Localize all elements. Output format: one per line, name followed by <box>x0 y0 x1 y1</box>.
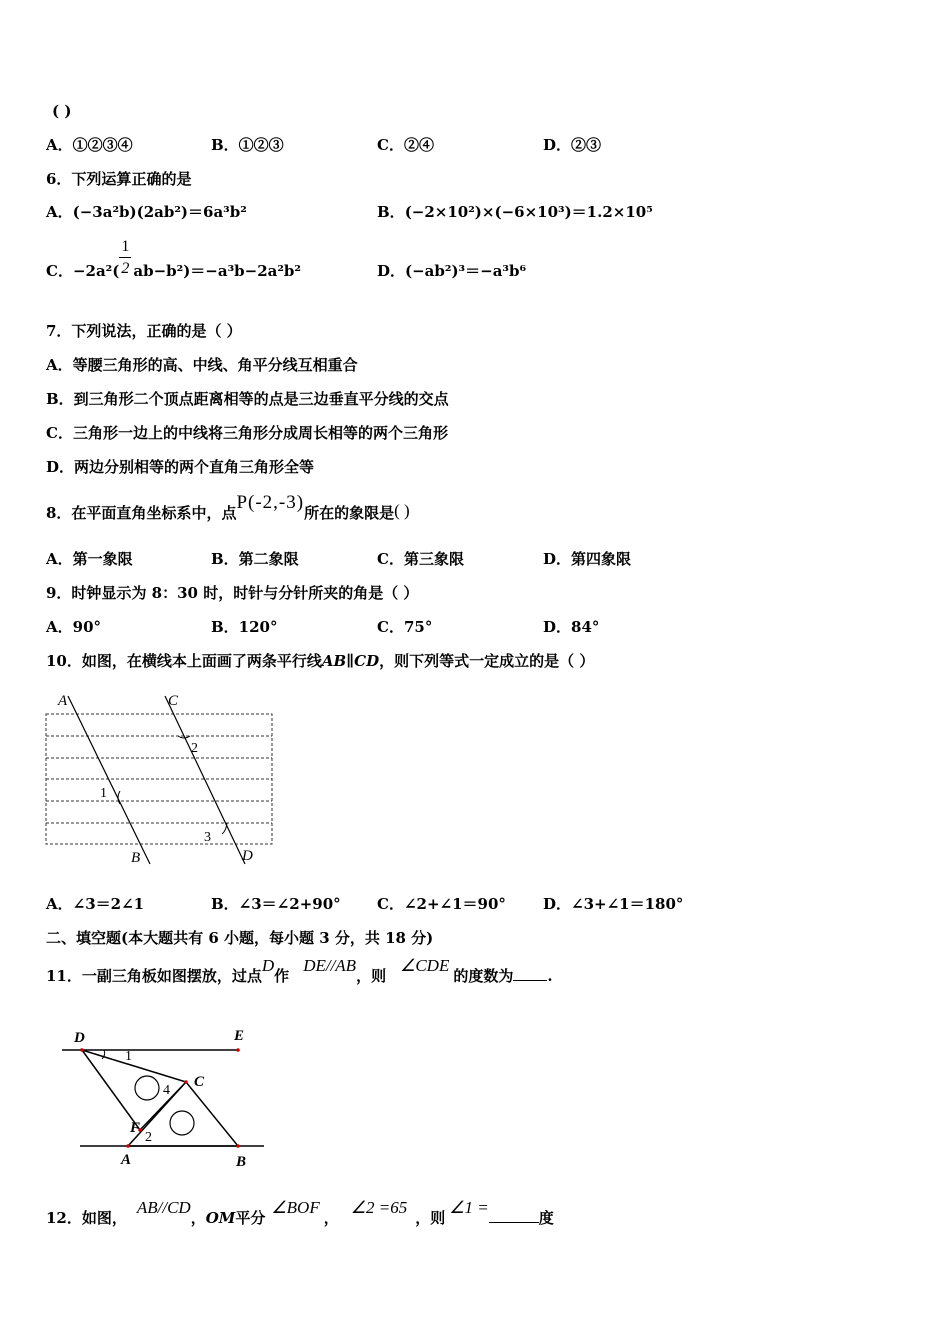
q9-option-c[interactable]: C．75° <box>377 618 433 636</box>
label-a: A <box>58 693 68 709</box>
q10-option-d[interactable]: D．∠3+∠1＝180° <box>543 895 684 913</box>
q6-option-c[interactable] <box>46 238 301 281</box>
label-f: F <box>130 1120 141 1136</box>
q12-s2: 平分 <box>235 1209 266 1227</box>
q11-math-d: D <box>261 956 275 975</box>
triangle-hole-2 <box>170 1111 194 1135</box>
q11-figure <box>60 1024 270 1174</box>
q10-option-c[interactable]: C．∠2+∠1＝90° <box>377 895 506 913</box>
label-angle-1: 1 <box>125 1049 132 1064</box>
angle-3-arc <box>222 823 227 834</box>
q12-math-bof: ∠BOF <box>271 1198 320 1217</box>
label-d: D <box>242 848 253 864</box>
q6-option-d[interactable] <box>377 261 526 281</box>
angle-1-arc <box>102 1050 105 1059</box>
q12-s1: ， <box>190 1209 206 1227</box>
q8-stem <box>46 492 410 523</box>
q12-answer-blank[interactable] <box>489 1222 539 1223</box>
q6-option-a-label: A． <box>46 203 73 221</box>
label-c: C <box>168 693 179 709</box>
line-ab <box>68 696 150 864</box>
q5-paren: ( ) <box>52 102 72 120</box>
q12-s4: ，则 <box>415 1209 446 1227</box>
label-angle-2: 2 <box>191 741 198 756</box>
q6-stem: 6．下列运算正确的是 <box>46 170 192 188</box>
q6-option-b-text: (−2×10²)×(−6×10³)＝1.2×10⁵ <box>404 203 653 221</box>
triangle-hole-1 <box>135 1076 159 1100</box>
q8-stem-pre: 8．在平面直角坐标系中，点 <box>46 504 237 522</box>
label-b: B <box>131 850 141 866</box>
q10-stem-post: ，则下列等式一定成立的是（ ） <box>379 652 595 670</box>
label-a: A <box>121 1152 132 1168</box>
q11-stem <box>46 956 553 986</box>
q12-s3: ， <box>323 1209 339 1227</box>
q11-stem-pre: 11．一副三角板如图摆放，过点 <box>46 967 262 985</box>
label-e: E <box>234 1028 245 1044</box>
label-angle-4: 4 <box>163 1083 170 1098</box>
q5-option-a[interactable]: A．①②③④ <box>46 136 133 154</box>
q9-stem: 9．时钟显示为 8：30 时，时针与分针所夹的角是（ ） <box>46 584 419 602</box>
q7-option-b[interactable]: B．到三角形二个顶点距离相等的点是三边垂直平分线的交点 <box>46 390 449 408</box>
q8-point: P(-2,-3) <box>236 492 305 513</box>
q7-option-d[interactable]: D．两边分别相等的两个直角三角形全等 <box>46 458 315 476</box>
vertex-dots <box>80 1048 240 1148</box>
q6-option-d-text: (−ab²)³＝−a³b⁶ <box>405 262 527 280</box>
q10-stem <box>46 651 594 671</box>
q6-option-c-fraction <box>119 238 133 281</box>
label-angle-1: 1 <box>100 786 107 801</box>
ruled-lines <box>46 714 272 844</box>
q11-s1: 作 <box>274 967 290 985</box>
q8-stem-post: 所在的象限是 <box>304 504 395 522</box>
fraction-numerator: 1 <box>121 238 130 255</box>
q10-option-a[interactable]: A．∠3＝2∠1 <box>46 895 145 913</box>
q6-option-a[interactable] <box>46 202 247 222</box>
q11-s2: ，则 <box>356 967 387 985</box>
label-c: C <box>194 1074 205 1090</box>
triangle-dfc <box>82 1050 186 1130</box>
q6-option-c-pre: −2a²( <box>72 262 120 280</box>
q11-math-cde: ∠CDE <box>400 956 450 975</box>
q8-option-b[interactable]: B．第二象限 <box>211 550 299 568</box>
q6-option-c-label: C． <box>46 262 73 280</box>
q5-option-c[interactable]: C．②④ <box>377 136 434 154</box>
q12-om: OM <box>205 1209 236 1227</box>
q8-option-a[interactable]: A．第一象限 <box>46 550 133 568</box>
q10-stem-pre: 10．如图，在横线本上面画了两条平行线 <box>46 652 322 670</box>
q7-stem: 7．下列说法，正确的是（ ） <box>46 322 242 340</box>
q6-option-c-post: ab−b²)＝−a³b−2a²b² <box>133 262 301 280</box>
label-d: D <box>74 1030 85 1046</box>
q12-stem <box>46 1198 554 1228</box>
q12-end: 度 <box>538 1209 554 1227</box>
fraction-denominator: 2 <box>121 260 130 277</box>
q12-math-angle2: ∠2 =65 <box>350 1198 408 1217</box>
q12-math-ab-cd: AB//CD <box>136 1198 191 1217</box>
q11-end: . <box>547 967 553 985</box>
q6-option-d-label: D． <box>377 262 406 280</box>
label-b: B <box>236 1154 247 1170</box>
q10-stem-math: AB∥CD <box>321 652 380 670</box>
q9-option-a[interactable]: A．90° <box>46 618 102 636</box>
q8-option-c[interactable]: C．第三象限 <box>377 550 464 568</box>
q6-option-b[interactable] <box>377 202 653 222</box>
q5-option-b[interactable]: B．①②③ <box>211 136 284 154</box>
q11-answer-blank[interactable] <box>513 980 547 981</box>
q6-option-b-label: B． <box>377 203 405 221</box>
q12-stem-pre: 12．如图， <box>46 1209 127 1227</box>
q8-paren: ( ) <box>394 501 410 520</box>
label-angle-2: 2 <box>145 1130 152 1145</box>
q8-option-d[interactable]: D．第四象限 <box>543 550 632 568</box>
label-angle-3: 3 <box>204 830 211 845</box>
q6-option-a-text: (−3a²b)(2ab²)＝6a³b² <box>72 203 247 221</box>
q10-option-b[interactable]: B．∠3＝∠2+90° <box>211 895 341 913</box>
fraction-bar <box>119 257 131 258</box>
q9-option-d[interactable]: D．84° <box>543 618 600 636</box>
q10-figure <box>40 688 280 870</box>
section-2-title: 二、填空题(本大题共有 6 小题，每小题 3 分，共 18 分) <box>46 929 434 947</box>
q7-option-c[interactable]: C．三角形一边上的中线将三角形分成周长相等的两个三角形 <box>46 424 448 442</box>
q11-math-de-ab: DE//AB <box>303 956 357 975</box>
q12-math-angle1: ∠1 = <box>449 1198 489 1217</box>
q9-option-b[interactable]: B．120° <box>211 618 278 636</box>
q11-s3: 的度数为 <box>453 967 514 985</box>
q5-option-d[interactable]: D．②③ <box>543 136 602 154</box>
q7-option-a[interactable]: A．等腰三角形的高、中线、角平分线互相重合 <box>46 356 358 374</box>
